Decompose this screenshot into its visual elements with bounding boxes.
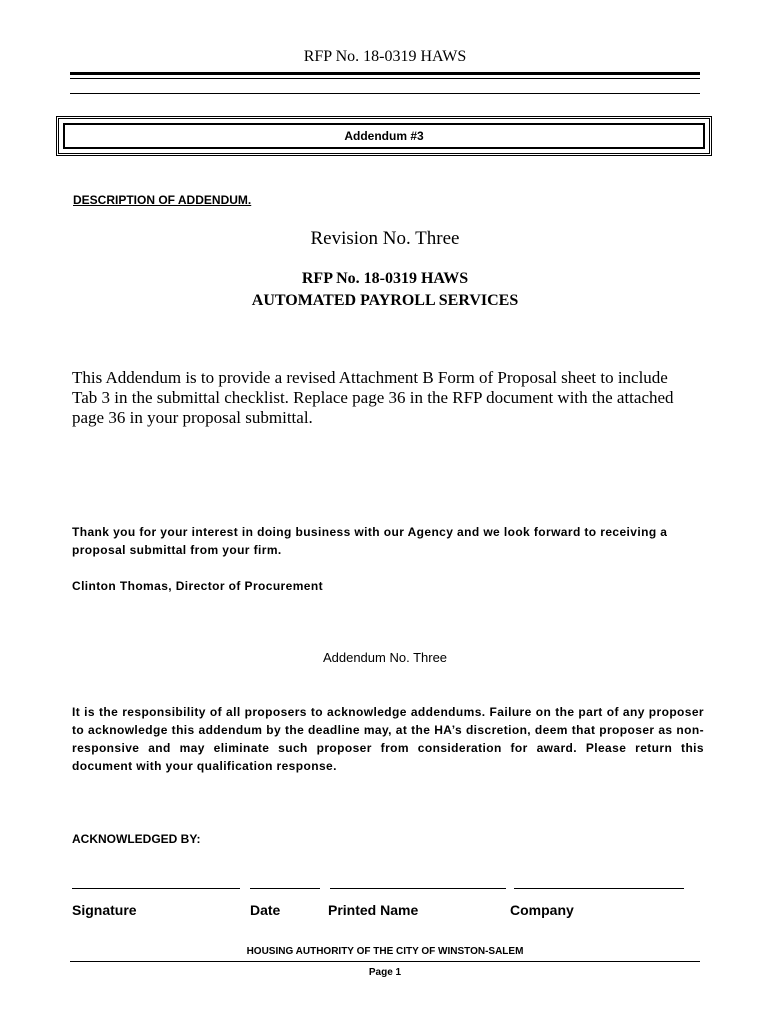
printed-name-label: Printed Name xyxy=(328,902,419,918)
date-label: Date xyxy=(250,902,281,918)
footer-rule xyxy=(70,961,700,962)
footer-organization: HOUSING AUTHORITY OF THE CITY OF WINSTON-SALEM xyxy=(246,946,524,957)
addendum-label: Addendum #3 xyxy=(63,123,705,149)
company-label: Company xyxy=(510,902,574,918)
thank-you-note: Thank you for your interest in doing business with our Agency and we look forward to receiving a proposal submittal from your firm. xyxy=(72,525,668,557)
signature-line[interactable] xyxy=(72,888,240,889)
revision-title: Revision No. Three xyxy=(310,228,460,249)
acknowledged-by-label: ACKNOWLEDGED BY: xyxy=(72,832,201,846)
description-heading: DESCRIPTION OF ADDENDUM. xyxy=(73,193,252,207)
footer-page-number: Page 1 xyxy=(368,967,402,978)
header-rule-thin xyxy=(70,78,700,79)
addendum-number: Addendum No. Three xyxy=(322,650,448,665)
rfp-number: RFP No. 18-0319 HAWS xyxy=(301,270,469,287)
signatory: Clinton Thomas, Director of Procurement xyxy=(72,579,323,593)
header-rule-lower xyxy=(70,93,700,94)
signature-label: Signature xyxy=(72,902,137,918)
company-line[interactable] xyxy=(514,888,684,889)
addendum-box xyxy=(56,116,712,156)
rfp-subject: AUTOMATED PAYROLL SERVICES xyxy=(251,292,519,309)
addendum-description: This Addendum is to provide a revised Attachment B Form of Proposal sheet to include Tab 3 in the submittal checklist. Replace page 36 in the RFP document with the attached page 36 in your proposal submittal. xyxy=(72,368,674,427)
date-line[interactable] xyxy=(250,888,320,889)
header-rule-thick xyxy=(70,72,700,75)
responsibility-note: It is the responsibility of all proposers to acknowledge addendums. Failure on the part of any proposer to acknowledge this addendum by the deadline may, at the HA’s discretion, deem that proposer as non-responsive and may eliminate such proposer from consideration for award. Please return this document with your qualification response. xyxy=(72,705,704,773)
page-header-title: RFP No. 18-0319 HAWS xyxy=(303,48,467,65)
printed-name-line[interactable] xyxy=(330,888,506,889)
